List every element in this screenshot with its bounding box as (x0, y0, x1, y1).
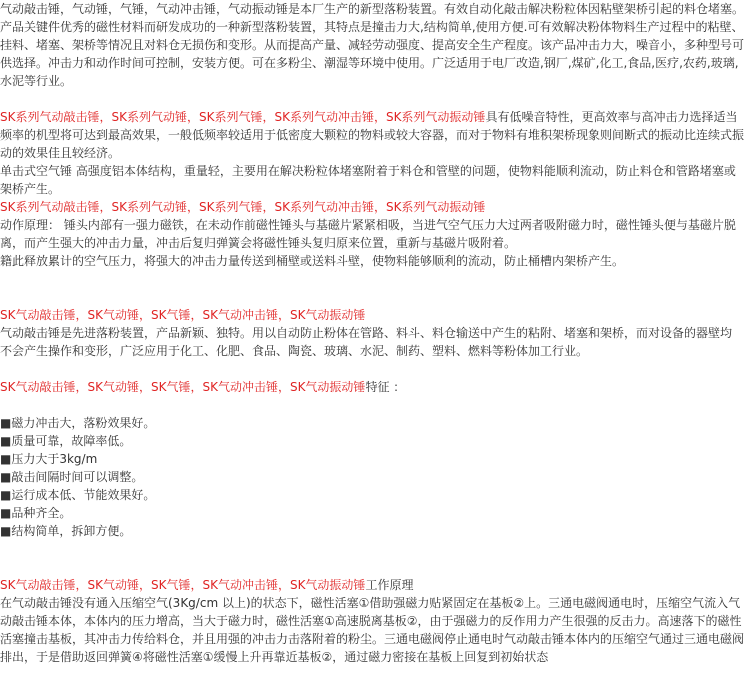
text-line: 单击式空气锤 高强度铝本体结构，重量轻，主要用在解决粉粒体堵塞附着于料仓和管壁的问题，使物料能顺利流动，防止料仓和管路堵塞或 (0, 164, 736, 178)
section-heading-line (0, 576, 745, 594)
text-line: 动的效果佳且较经济。 (0, 146, 121, 160)
text-line: 气动敲击锤，气动锤，气锤，气动冲击锤，气动振动锤是本厂生产的新型落粉装置。有效自动化敲击解决粉粒体因粘壁架桥引起的料仓堵塞。 (0, 2, 745, 16)
product-series-heading: SK系列气动敲击锤，SK系列气动锤，SK系列气锤，SK系列气动冲击锤，SK系列气动振动锤 (0, 110, 486, 124)
text-line: 排出，于是借助返回弹簧④将磁性活塞①缓慢上升再靠近基板②，通过磁力密接在基板上回复到初始状态 (0, 650, 549, 664)
feature-item: ■品种齐全。 (0, 506, 72, 520)
text-line: 架桥产生。 (0, 182, 61, 196)
text-line: 在气动敲击锤没有通入压缩空气(3Kg/cm 以上)的状态下，磁性活塞①借助强磁力贴紧固定在基板②上。三通电磁阀通电时，压缩空气流入气 (0, 596, 741, 610)
text-line (0, 108, 745, 126)
features-section (0, 378, 745, 396)
feature-item: ■结构简单，拆卸方便。 (0, 524, 132, 538)
feature-list (0, 414, 745, 540)
text-line: 动作原理： 锤头内部有一强力磁铁，在未动作前磁性锤头与基磁片紧紧相吸，当进气空气压力大过两者吸附磁力时，磁性锤头便与基磁片脱 (0, 218, 736, 232)
feature-item: ■敲击间隔时间可以调整。 (0, 470, 144, 484)
text-line: 供选择。冲击力和动作时间可控制，安装方便。可在多粉尘、潮湿等环境中使用。广泛适用于电厂改造,钢厂,煤矿,化工,食品,医疗,农药,玻璃, (0, 56, 739, 70)
operating-principle-section (0, 198, 745, 270)
section-heading-line (0, 378, 745, 396)
text-line: 产品关键件优秀的磁性材料而研发成功的一种新型落粉装置，其特点是撞击力大,结构简单,使用方便.可有效解决粉体物料生产过程中的粘壁、 (0, 20, 744, 34)
text-line: 挂料、堵塞、架桥等情况且对料仓无损伤和变形。从而提高产量、减轻劳动强度、提高安全生产程度。该产品冲击力大，噪音小，多种型号可 (0, 38, 745, 52)
description-section (0, 306, 745, 360)
feature-item: ■磁力冲击大，落粉效果好。 (0, 416, 156, 430)
feature-item: ■压力大于3kg/m (0, 452, 98, 466)
feature-item: ■质量可靠，故障率低。 (0, 434, 132, 448)
text-line: 籍此释放累计的空气压力，将强大的冲击力量传送到桶壁或送料斗壁，使物料能够顺利的流动，防止桶槽内架桥产生。 (0, 254, 625, 268)
text-line: 频率的机型将可达到最高效果，一般低频率较适用于低密度大颗粒的物料或较大容器，而对于物料有堆积架桥现象则间断式的振动比连续式振 (0, 128, 745, 142)
section-heading: SK系列气动敲击锤，SK系列气动锤，SK系列气锤，SK系列气动冲击锤，SK系列气动振动锤 (0, 200, 486, 214)
text-line: 气动敲击锤是先进落粉装置，产品新颖、独特。用以自动防止粉体在管路、料斗、料仓输送中产生的粘附、堵塞和架桥，而对设备的器壁均 (0, 326, 733, 340)
series-features-paragraph (0, 108, 745, 198)
text-line: 不会产生操作和变形，广泛应用于化工、化肥、食品、陶瓷、玻璃、水泥、制药、塑料、燃料等粉体加工行业。 (0, 344, 589, 358)
feature-item: ■运行成本低、节能效果好。 (0, 488, 156, 502)
section-heading-suffix: 工作原理 (365, 578, 414, 592)
working-principle-section (0, 576, 745, 666)
text-line: 活塞撞击基板，其冲击力传给料仓，并且用强的冲击力击落附着的粉尘。三通电磁阀停止通电时气动敲击锤本体内的压缩空气通过三通电磁阀 (0, 632, 745, 646)
text-line: 水泥等行业。 (0, 74, 73, 88)
section-heading: SK气动敲击锤，SK气动锤，SK气锤，SK气动冲击锤，SK气动振动锤 (0, 308, 366, 322)
section-heading-suffix: 特征 ： (365, 380, 406, 394)
text-line: 动敲击锤本体，本体内的压力增高，当大于磁力时，磁性活塞①高速脱离基板②，由于强磁力的反作用力产生很强的反击力。高速落下的磁性 (0, 614, 742, 628)
intro-paragraph (0, 0, 745, 90)
text-line: 离，而产生强大的冲击力量，冲击后复归弹簧会将磁性锤头复归原来位置，重新与基磁片吸附着。 (0, 236, 517, 250)
section-heading: SK气动敲击锤，SK气动锤，SK气锤，SK气动冲击锤，SK气动振动锤 (0, 380, 366, 394)
section-heading: SK气动敲击锤，SK气动锤，SK气锤，SK气动冲击锤，SK气动振动锤 (0, 578, 366, 592)
lead-text: 具有低噪音特性，更高效率与高冲击力选择适当 (485, 110, 738, 124)
